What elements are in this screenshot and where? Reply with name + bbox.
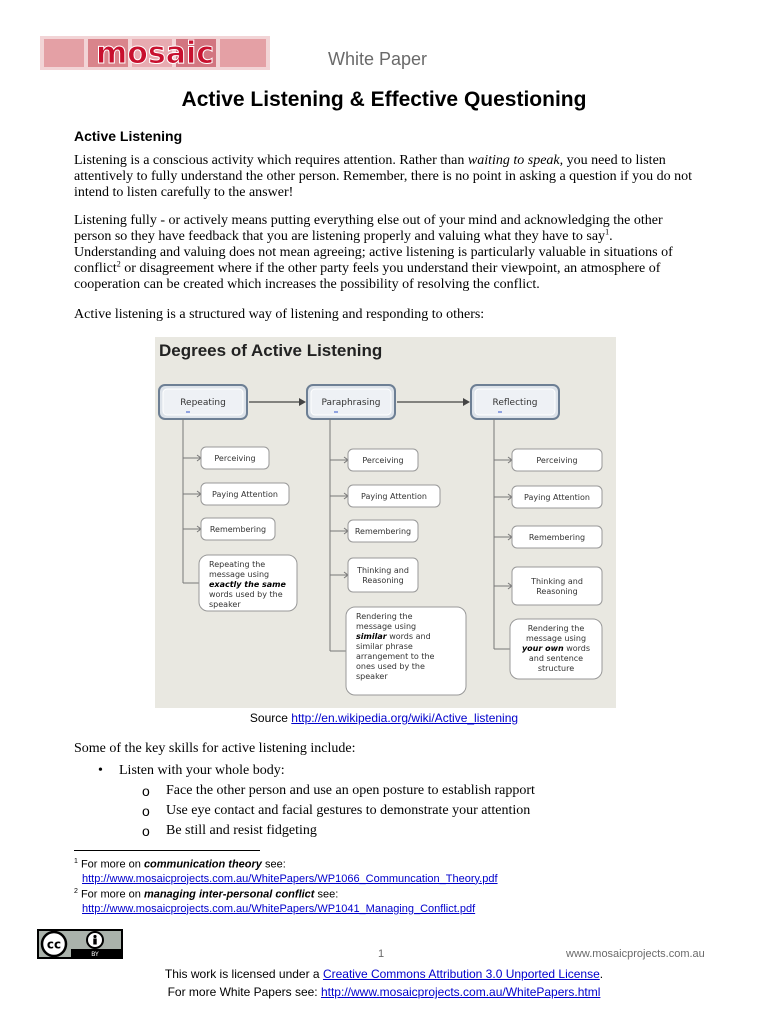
- skill-label: Remembering: [354, 527, 412, 536]
- skills-list: [74, 761, 285, 781]
- section-heading: Active Listening: [74, 128, 183, 144]
- note-text: Rendering the: [527, 624, 585, 633]
- more-papers-link[interactable]: http://www.mosaicprojects.com.au/WhitePapers.html: [320, 985, 601, 999]
- paragraph-3: Active listening is a structured way of listening and responding to others:: [74, 307, 485, 322]
- circle-bullet-icon: o: [142, 823, 150, 839]
- note-text: arrangement to the: [356, 652, 435, 661]
- page-number: 1: [378, 948, 385, 960]
- mosaic-logo: [40, 36, 270, 70]
- paragraph-2: Listening fully - or actively means putting everything else out of your mind and acknowledging the other person so they have feedback that you are listening properly and valuing what they have to say$^1$. Understanding and valuing does not mean agreeing; active listening is particularly valuable in situations of conflict$^2$ or disagreement where if the other party feels you understand their viewpoint, an atmosphere of cooperation can be created which increases the possibility of resolving the conflict.: [74, 213, 673, 292]
- arrowhead-icon: [463, 398, 470, 406]
- svg-text:cc: cc: [46, 937, 62, 952]
- skill-label: Remembering: [209, 525, 267, 534]
- svg-text:mosaic: mosaic: [95, 36, 215, 70]
- footer-site: www.mosaicprojects.com.au: [566, 948, 705, 960]
- active-listening-diagram: [155, 337, 616, 708]
- arrowhead-icon: [299, 398, 306, 406]
- note-text: message using: [525, 634, 587, 643]
- skill-label: Perceiving: [362, 456, 404, 465]
- note-text: message using: [209, 570, 270, 579]
- note-text: speaker: [209, 600, 241, 609]
- skill-box: [512, 567, 602, 605]
- stage-label: Repeating: [180, 398, 226, 408]
- page-title: Active Listening & Effective Questioning: [181, 88, 587, 111]
- circle-bullet-icon: o: [142, 783, 150, 799]
- more-papers-line: For more White Papers see: http://www.mosaicprojects.com.au/WhitePapers.html: [167, 985, 601, 999]
- note-text: structure: [537, 664, 575, 673]
- document-type: White Paper: [328, 49, 428, 69]
- note-text: ones used by the: [356, 662, 425, 671]
- license-line: This work is licensed under a Creative Commons Attribution 3.0 Unported License.: [164, 967, 604, 981]
- footnote-1-link[interactable]: http://www.mosaicprojects.com.au/WhitePapers/WP1066_Communcation_Theory.pdf: [82, 872, 498, 885]
- skills-sublist: [142, 781, 535, 841]
- list-item: • Listen with your whole body:: [74, 761, 285, 781]
- diagram-column: [307, 385, 466, 695]
- source-link[interactable]: http://en.wikipedia.org/wiki/Active_listening: [291, 711, 519, 725]
- note-text: Repeating the: [209, 560, 266, 569]
- note-text: your own words: [521, 644, 591, 653]
- skill-label: Thinking and: [357, 566, 409, 575]
- creative-commons-badge-icon[interactable]: [37, 929, 123, 959]
- footnote-2: $^2$ For more on managing inter-personal conflict see: http://www.mosaicprojects.com.au/WhitePapers/WP1041_Managing_Conflict.pdf: [74, 885, 674, 916]
- note-text: exactly the same: [209, 580, 286, 589]
- skill-label: Paying Attention: [524, 493, 590, 502]
- skill-label: Paying Attention: [212, 490, 278, 499]
- footnote-2-link[interactable]: http://www.mosaicprojects.com.au/WhitePapers/WP1041_Managing_Conflict.pdf: [82, 902, 476, 915]
- skill-label: Remembering: [528, 533, 586, 542]
- footnote-1: $^1$ For more on communication theory see: http://www.mosaicprojects.com.au/WhitePapers/WP1066_Communcation_Theory.pdf: [74, 855, 674, 886]
- diagram-column: [159, 385, 297, 611]
- skill-box: [348, 558, 418, 592]
- diagram-title: Degrees of Active Listening: [159, 341, 383, 360]
- note-text: speaker: [356, 672, 388, 681]
- diagram-column: [471, 385, 602, 679]
- skill-label: Reasoning: [362, 576, 404, 585]
- source-line: Source http://en.wikipedia.org/wiki/Active_listening: [249, 711, 519, 725]
- skill-label: Paying Attention: [361, 492, 427, 501]
- svg-text:BY: BY: [91, 951, 99, 958]
- list-item: o Be still and resist fidgeting: [142, 823, 317, 839]
- circle-bullet-icon: o: [142, 803, 150, 819]
- note-text: message using: [356, 622, 417, 631]
- note-text: and sentence: [528, 654, 584, 663]
- note-text: Rendering the: [356, 612, 413, 621]
- diagram-canvas: [155, 337, 616, 708]
- skill-label: Perceiving: [214, 454, 256, 463]
- skills-intro: Some of the key skills for active listening include:: [74, 741, 356, 756]
- bullet-icon: •: [98, 763, 103, 778]
- skill-label: Thinking and: [531, 577, 583, 586]
- skill-label: Reasoning: [536, 587, 578, 596]
- note-text: similar words and: [356, 632, 431, 641]
- footnote-divider: [74, 850, 260, 851]
- stage-label: Paraphrasing: [321, 398, 381, 408]
- note-text: similar phrase: [356, 642, 413, 651]
- license-link[interactable]: Creative Commons Attribution 3.0 Unported License: [322, 967, 600, 981]
- stage-label: Reflecting: [492, 398, 538, 408]
- note-text: words used by the: [209, 590, 283, 599]
- paragraph-1: Listening is a conscious activity which requires attention. Rather than waiting to speak, you need to listen attentively to fully understand the other person. Remember, there is no point in asking a question if you do not intend to listen carefully to the answer!: [74, 153, 693, 200]
- skill-label: Perceiving: [536, 456, 578, 465]
- list-item: o Face the other person and use an open posture to establish rapport: [142, 783, 535, 799]
- list-item: o Use eye contact and facial gestures to demonstrate your attention: [142, 803, 531, 819]
